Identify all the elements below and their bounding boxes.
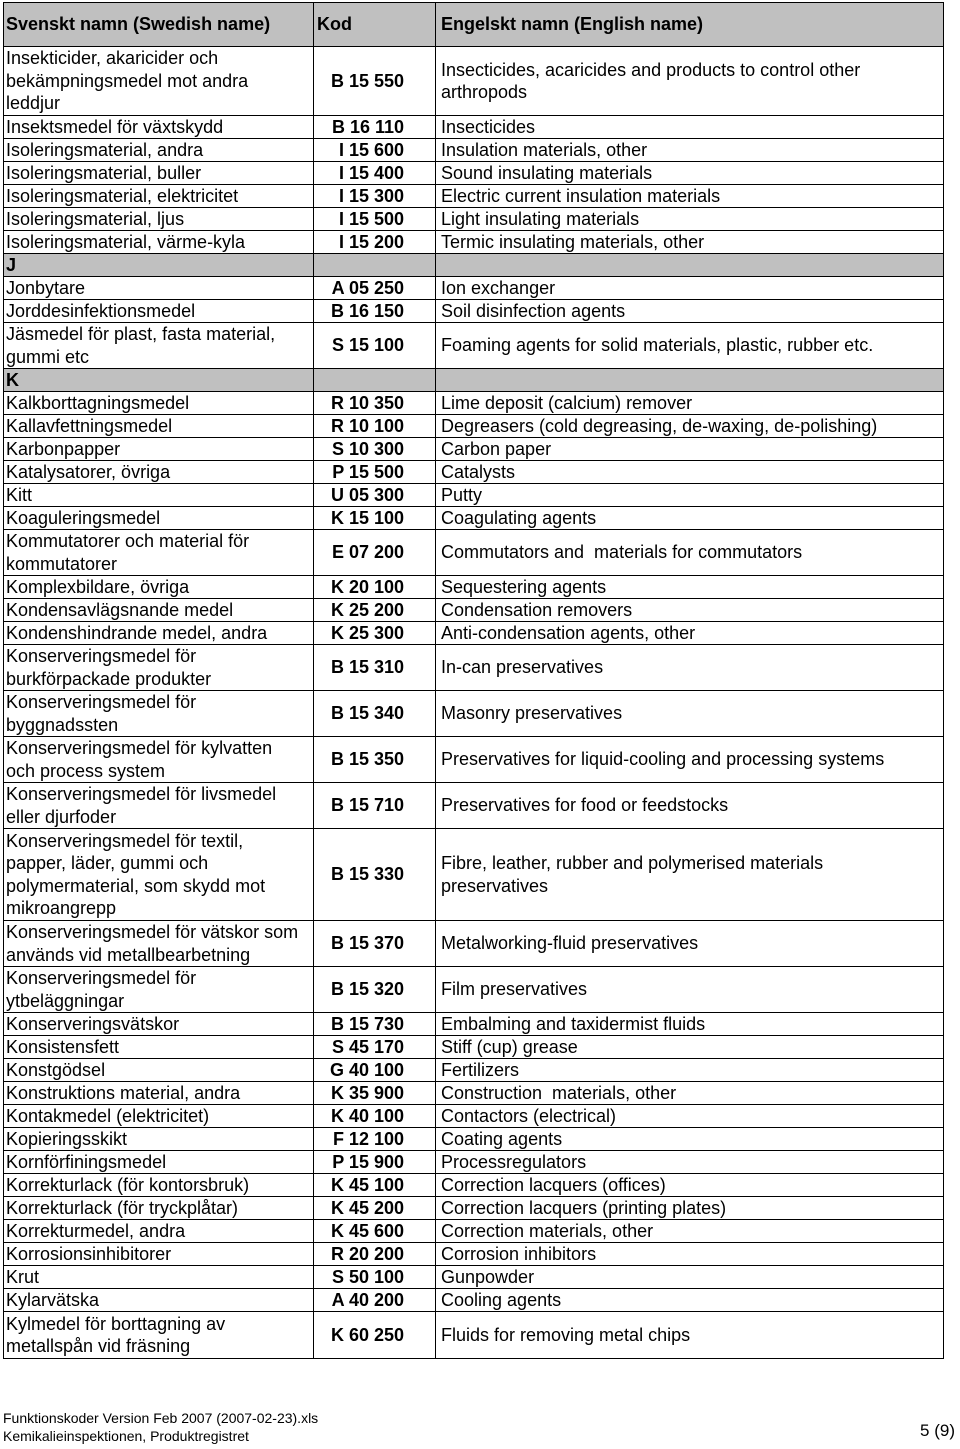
code-cell: P 15 500	[314, 461, 436, 483]
english-name-cell: Fibre, leather, rubber and polymerised materials preservatives	[441, 853, 824, 896]
swedish-name-cell: Jorddesinfektionsmedel	[4, 300, 314, 322]
swedish-name-cell: Koaguleringsmedel	[4, 507, 314, 529]
swedish-name-cell: Jäsmedel för plast, fasta material, gummi etc	[4, 323, 314, 368]
table-row	[4, 1128, 943, 1151]
footer-organization: Kemikalieinspektionen, Produktregistret	[3, 1428, 249, 1444]
code-cell: R 10 350	[314, 392, 436, 414]
table-row	[4, 1013, 943, 1036]
code-cell: U 05 300	[314, 484, 436, 506]
swedish-name-cell: Kopieringsskikt	[4, 1128, 314, 1150]
footer-filename: Funktionskoder Version Feb 2007 (2007-02-23).xls	[3, 1410, 319, 1426]
english-name-cell: Correction lacquers (offices)	[441, 1174, 666, 1195]
code-cell: K 20 100	[314, 576, 436, 598]
english-name-cell: Correction materials, other	[441, 1220, 654, 1241]
swedish-name-cell: Kallavfettningsmedel	[4, 415, 314, 437]
empty-english-cell	[436, 369, 943, 391]
table-row	[4, 277, 943, 300]
code-cell: B 16 150	[314, 300, 436, 322]
table-row	[4, 1312, 943, 1358]
swedish-name-cell: Kontakmedel (elektricitet)	[4, 1105, 314, 1127]
swedish-name-cell: Kalkborttagningsmedel	[4, 392, 314, 414]
function-code-table	[3, 2, 944, 1359]
code-cell: B 15 710	[314, 783, 436, 828]
english-name-cell: Ion exchanger	[441, 277, 556, 298]
table-row	[4, 507, 943, 530]
english-name-cell: Insulation materials, other	[441, 139, 648, 160]
code-cell: K 25 300	[314, 622, 436, 644]
english-name-cell: Masonry preservatives	[441, 703, 623, 724]
code-cell: B 16 110	[314, 116, 436, 138]
english-name-cell: Lime deposit (calcium) remover	[441, 392, 693, 413]
swedish-name-cell: Korrekturlack (för tryckplåtar)	[4, 1197, 314, 1219]
swedish-name-cell: Konstruktions material, andra	[4, 1082, 314, 1104]
table-row	[4, 185, 943, 208]
table-row	[4, 1289, 943, 1312]
table-row	[4, 967, 943, 1013]
code-cell: B 15 550	[314, 47, 436, 115]
swedish-name-cell: Konserveringsmedel för byggnadssten	[4, 691, 314, 736]
code-cell: K 35 900	[314, 1082, 436, 1104]
english-name-cell: Correction lacquers (printing plates)	[441, 1197, 727, 1218]
code-cell: G 40 100	[314, 1059, 436, 1081]
table-row	[4, 829, 943, 921]
english-name-cell: Light insulating materials	[441, 208, 640, 229]
header-code: Kod	[314, 3, 436, 46]
table-row	[4, 576, 943, 599]
swedish-name-cell: Kornförfiningsmedel	[4, 1151, 314, 1173]
swedish-name-cell: Korrekturmedel, andra	[4, 1220, 314, 1242]
english-name-cell: Gunpowder	[441, 1266, 535, 1287]
code-cell: K 40 100	[314, 1105, 436, 1127]
code-cell: B 15 350	[314, 737, 436, 782]
table-row	[4, 1059, 943, 1082]
english-name-cell: Coating agents	[441, 1128, 563, 1149]
english-name-cell: Embalming and taxidermist fluids	[441, 1013, 706, 1034]
table-row	[4, 1105, 943, 1128]
code-cell: S 50 100	[314, 1266, 436, 1288]
table-row	[4, 461, 943, 484]
swedish-name-cell: Isoleringsmaterial, andra	[4, 139, 314, 161]
english-name-cell: Catalysts	[441, 461, 516, 482]
header-english-name: Engelskt namn (English name)	[441, 14, 704, 35]
english-name-cell: Preservatives for liquid-cooling and processing systems	[441, 749, 885, 770]
table-row	[4, 1036, 943, 1059]
english-name-cell: Stiff (cup) grease	[441, 1036, 578, 1057]
code-cell: A 05 250	[314, 277, 436, 299]
table-row	[4, 392, 943, 415]
table-row	[4, 1266, 943, 1289]
english-name-cell: Carbon paper	[441, 438, 552, 459]
english-name-cell: Cooling agents	[441, 1289, 562, 1310]
code-cell: K 45 200	[314, 1197, 436, 1219]
table-row	[4, 162, 943, 185]
english-name-cell: Commutators and materials for commutators	[441, 542, 803, 563]
table-row	[4, 1151, 943, 1174]
swedish-name-cell: Konserveringsmedel för burkförpackade produkter	[4, 645, 314, 690]
empty-english-cell	[436, 254, 943, 276]
table-row	[4, 1243, 943, 1266]
table-row	[4, 116, 943, 139]
table-row	[4, 208, 943, 231]
english-name-cell: Insecticides, acaricides and products to control other arthropods	[441, 59, 861, 102]
swedish-name-cell: Kylarvätska	[4, 1289, 314, 1311]
english-name-cell: Contactors (electrical)	[441, 1105, 617, 1126]
swedish-name-cell: Karbonpapper	[4, 438, 314, 460]
code-cell: S 45 170	[314, 1036, 436, 1058]
code-cell: K 45 600	[314, 1220, 436, 1242]
table-row	[4, 484, 943, 507]
english-name-cell: Sequestering agents	[441, 576, 607, 597]
header-swedish-name: Svenskt namn (Swedish name)	[4, 3, 314, 46]
swedish-name-cell: Isoleringsmaterial, buller	[4, 162, 314, 184]
english-name-cell: Fertilizers	[441, 1059, 520, 1080]
swedish-name-cell: Kondensavlägsnande medel	[4, 599, 314, 621]
table-row	[4, 1082, 943, 1105]
swedish-name-cell: Isoleringsmaterial, ljus	[4, 208, 314, 230]
swedish-name-cell: Konsistensfett	[4, 1036, 314, 1058]
swedish-name-cell: Kondenshindrande medel, andra	[4, 622, 314, 644]
swedish-name-cell: Konserveringsmedel för textil, papper, läder, gummi och polymermaterial, som skydd mot mikroangrepp	[4, 829, 314, 920]
code-cell: B 15 340	[314, 691, 436, 736]
code-cell: B 15 730	[314, 1013, 436, 1035]
code-cell: I 15 500	[314, 208, 436, 230]
table-row	[4, 231, 943, 254]
code-cell: S 15 100	[314, 323, 436, 368]
section-row	[4, 254, 943, 277]
code-cell: K 45 100	[314, 1174, 436, 1196]
table-header-row	[4, 3, 943, 47]
code-cell: S 10 300	[314, 438, 436, 460]
swedish-name-cell: Kitt	[4, 484, 314, 506]
section-letter: J	[4, 254, 314, 276]
swedish-name-cell: Konserveringsmedel för kylvatten och process system	[4, 737, 314, 782]
swedish-name-cell: Katalysatorer, övriga	[4, 461, 314, 483]
swedish-name-cell: Korrosionsinhibitorer	[4, 1243, 314, 1265]
code-cell: K 25 200	[314, 599, 436, 621]
swedish-name-cell: Konserveringsvätskor	[4, 1013, 314, 1035]
table-row	[4, 1174, 943, 1197]
code-cell: I 15 300	[314, 185, 436, 207]
swedish-name-cell: Isoleringsmaterial, elektricitet	[4, 185, 314, 207]
section-letter: K	[4, 369, 314, 391]
code-cell: P 15 900	[314, 1151, 436, 1173]
swedish-name-cell: Insektsmedel för växtskydd	[4, 116, 314, 138]
swedish-name-cell: Konserveringsmedel för ytbeläggningar	[4, 967, 314, 1012]
code-cell: B 15 330	[314, 829, 436, 920]
empty-code-cell	[314, 254, 436, 276]
swedish-name-cell: Korrekturlack (för kontorsbruk)	[4, 1174, 314, 1196]
table-row	[4, 323, 943, 369]
english-name-cell: Soil disinfection agents	[441, 300, 626, 321]
swedish-name-cell: Komplexbildare, övriga	[4, 576, 314, 598]
english-name-cell: Putty	[441, 484, 483, 505]
page-number: 5 (9)	[920, 1421, 955, 1440]
swedish-name-cell: Kylmedel för borttagning av metallspån vid fräsning	[4, 1312, 314, 1358]
code-cell: K 60 250	[314, 1312, 436, 1358]
table-row	[4, 438, 943, 461]
swedish-name-cell: Kommutatorer och material för kommutatorer	[4, 530, 314, 575]
section-row	[4, 369, 943, 392]
english-name-cell: In-can preservatives	[441, 657, 604, 678]
table-row	[4, 645, 943, 691]
swedish-name-cell: Isoleringsmaterial, värme-kyla	[4, 231, 314, 253]
code-cell: R 10 100	[314, 415, 436, 437]
table-row	[4, 415, 943, 438]
swedish-name-cell: Konstgödsel	[4, 1059, 314, 1081]
table-row	[4, 47, 943, 116]
table-row	[4, 1197, 943, 1220]
swedish-name-cell: Konserveringsmedel för livsmedel eller djurfoder	[4, 783, 314, 828]
english-name-cell: Fluids for removing metal chips	[441, 1324, 691, 1345]
swedish-name-cell: Jonbytare	[4, 277, 314, 299]
swedish-name-cell: Insekticider, akaricider och bekämpningsmedel mot andra leddjur	[4, 47, 314, 115]
code-cell: I 15 200	[314, 231, 436, 253]
empty-code-cell	[314, 369, 436, 391]
english-name-cell: Coagulating agents	[441, 507, 597, 528]
swedish-name-cell: Krut	[4, 1266, 314, 1288]
table-row	[4, 783, 943, 829]
table-row	[4, 530, 943, 576]
table-row	[4, 737, 943, 783]
code-cell: E 07 200	[314, 530, 436, 575]
english-name-cell: Film preservatives	[441, 979, 588, 1000]
english-name-cell: Foaming agents for solid materials, plastic, rubber etc.	[441, 335, 874, 356]
code-cell: I 15 400	[314, 162, 436, 184]
english-name-cell: Corrosion inhibitors	[441, 1243, 597, 1264]
table-row	[4, 691, 943, 737]
code-cell: F 12 100	[314, 1128, 436, 1150]
english-name-cell: Condensation removers	[441, 599, 633, 620]
table-row	[4, 1220, 943, 1243]
code-cell: B 15 370	[314, 921, 436, 966]
english-name-cell: Degreasers (cold degreasing, de-waxing, de-polishing)	[441, 415, 878, 436]
code-cell: K 15 100	[314, 507, 436, 529]
english-name-cell: Termic insulating materials, other	[441, 231, 705, 252]
english-name-cell: Insecticides	[441, 116, 536, 137]
english-name-cell: Construction materials, other	[441, 1082, 677, 1103]
swedish-name-cell: Konserveringsmedel för vätskor som används vid metallbearbetning	[4, 921, 314, 966]
english-name-cell: Sound insulating materials	[441, 162, 653, 183]
english-name-cell: Anti-condensation agents, other	[441, 622, 696, 643]
english-name-cell: Metalworking-fluid preservatives	[441, 933, 699, 954]
table-row	[4, 599, 943, 622]
table-row	[4, 300, 943, 323]
code-cell: A 40 200	[314, 1289, 436, 1311]
table-row	[4, 622, 943, 645]
code-cell: B 15 320	[314, 967, 436, 1012]
english-name-cell: Preservatives for food or feedstocks	[441, 795, 729, 816]
table-row	[4, 139, 943, 162]
english-name-cell: Processregulators	[441, 1151, 587, 1172]
code-cell: I 15 600	[314, 139, 436, 161]
code-cell: R 20 200	[314, 1243, 436, 1265]
table-row	[4, 921, 943, 967]
code-cell: B 15 310	[314, 645, 436, 690]
english-name-cell: Electric current insulation materials	[441, 185, 721, 206]
